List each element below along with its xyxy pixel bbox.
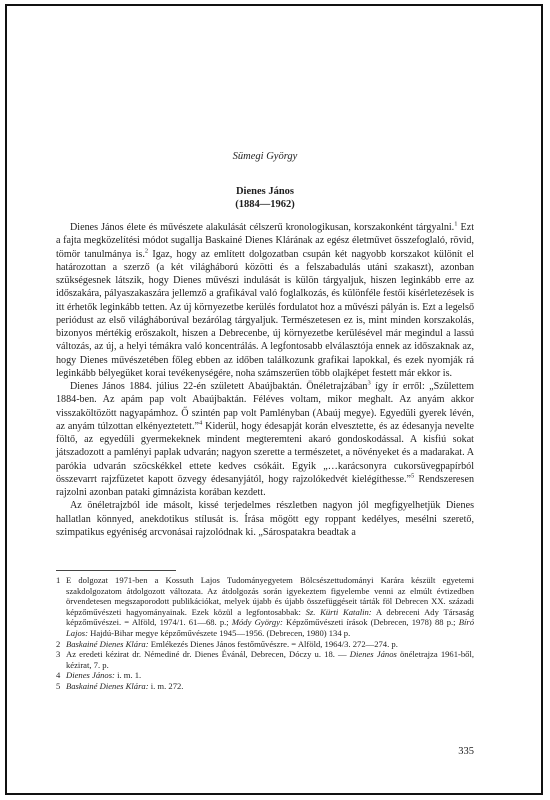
- footnote-ref-3[interactable]: 3: [367, 379, 371, 387]
- footnote-3: 3 Az eredeti kézirat dr. Némediné dr. Dienes Évánál, Debrecen, Dóczy u. 18. — Dienes János önéletrajza 1961-ből, kézirat, 7. p.: [56, 649, 474, 670]
- article-body: [56, 221, 474, 539]
- footnote-2: 2 Baskainé Dienes Klára: Emlékezés Dienes János festőművészre. = Alföld, 1964/3. 272—274. p.: [56, 638, 398, 649]
- body-paragraph-3: Az önéletrajzból ide másolt, kissé terjedelmes részletben nagyon jól megfigyelhetjük Dienes hallatlan könnyed, anekdotikus stílusát is. Írása mögött egy roppant kedélyes, mesélni szerető, szimpatikus egyéniség arcvonásai rajzolódnak ki. „Sárospatakra beadtak a: [56, 500, 474, 538]
- footnote-5: 5 Baskainé Dienes Klára: i. m. 272.: [56, 680, 184, 691]
- article-title: Dienes János: [235, 186, 295, 197]
- document-page: [56, 0, 474, 800]
- article-years: (1884—1962): [235, 199, 295, 210]
- footnote-4: 4 Dienes János: i. m. 1.: [56, 670, 142, 681]
- body-paragraph-1: Dienes János élete és művészete alakulását célszerű kronologikusan, korszakonként tárgyalni.$^1$ Ezt a fajta megközelítési módot sugallja Baskainé Dienes Klárának az egész életművet összefoglaló, rövid, tömör tanulmánya is.$^2$ Igaz, hogy az említett dolgozatban csupán két nagyobb korszakot különít el határozottan a szerző (a két világháború közötti és a felszabadulás utáni szakaszt), azonban szükségesnek látszik, hogy Dienes művészi indulását is külön tárgyaljuk, hiszen leginkább erre az időszakára, pályaszakaszára jellemző a grafikával való foglalkozás, és különféle festői kísérletezések is itt érhetők leginkább tetten. Az új környezetbe kerülés fordulatot hoz a művészi pályán is. Ezt a legelső periódust az első világháborúval bezárólag tárgyaljuk. Természetesen ez is, mint minden korszakolás, bizonyos mértékig erőszakolt, hiszen a Debrecenbe, új környezetbe kerülésével már megindul a lassú változás, az új, a helyi témákra való koncentrálás. A legfontosabb elválasztója ennek az időszaknak az, hogy Dienes művészetében főleg ebben az időben találkozunk grafikai lapokkal, és ezek nyomják rá leginkább bélyegüket korai tevékenységére, noha számszerűen több olajképet festett már ekkor is.: [56, 220, 474, 379]
- body-paragraph-2: Dienes János 1884. július 22-én született Abaújbaktán. Önéletrajzában$^3$ így ír erről: „Születtem 1884-ben. Az apám pap volt Abaújbaktán. Féléves voltam, mikor meghalt. Az anyám akkor visszaköltözött nagyapámhoz. Ő szintén pap volt Pamlényban (Abaúj megye). Egyedüli gyerek lévén, az anyám túlzottan elkényeztetett.”$^4$ Kiderül, hogy édesapját korán elvesztette, és az édesanyja nevelte föltő, az egyedüli gyermekeknek mindent megteremteni akaró gondoskodással. A kisfiú sokat játszadozott a pamlényi paplak udvarán; nagyon szerette a természetet, a növényeket és a madarakat. A parókia udvarán szöcskékkel ettete kedves csókáit. Egyik „…karácsonyra cukorsüvegpapírból összevarrt rajzfüzetet kapott özvegy édesanyjától, hogy rajzolókedvét kielégíthesse.”$^5$ Rendszeresen rajzolni azonban pataki gimnázista korában kezdett.: [56, 379, 474, 498]
- footnotes: [56, 575, 474, 692]
- article-title-block: [56, 185, 474, 211]
- footnote-ref-2[interactable]: 2: [144, 247, 149, 255]
- footnote-separator: [56, 570, 176, 571]
- footnote-ref-4[interactable]: 4: [198, 419, 203, 427]
- footnote-ref-1[interactable]: 1: [454, 220, 458, 228]
- footnote-1: 1 E dolgozat 1971-ben a Kossuth Lajos Tudományegyetem Bölcsészettudományi Karára készült egyetemi szakdolgozatom átdolgozott változata. Az átdolgozás során igyekeztem figyelembe venni az elmúlt évtizedben örvendetesen megszaporodott publikációkat, melyek újabb és újabb összefüggéseit tárták föl Debrecen XX. századi képzőművészeti hagyományainak. Ezek közül a legfontosabbak: Sz. Kürti Katalin: A debreceni Ady Társaság képzőművészei. = Alföld, 1974/1. 61—68. p.; Módy György: Képzőművészeti írások (Debrecen, 1978) 88 p.; Bíró Lajos: Hajdú-Bihar megye képzőművészete 1945—1956. (Debrecen, 1980) 134 p.: [56, 575, 474, 638]
- footnote-ref-5[interactable]: 5: [410, 472, 415, 480]
- author-name: Sümegi György: [232, 151, 298, 162]
- page-number: 335: [458, 746, 474, 757]
